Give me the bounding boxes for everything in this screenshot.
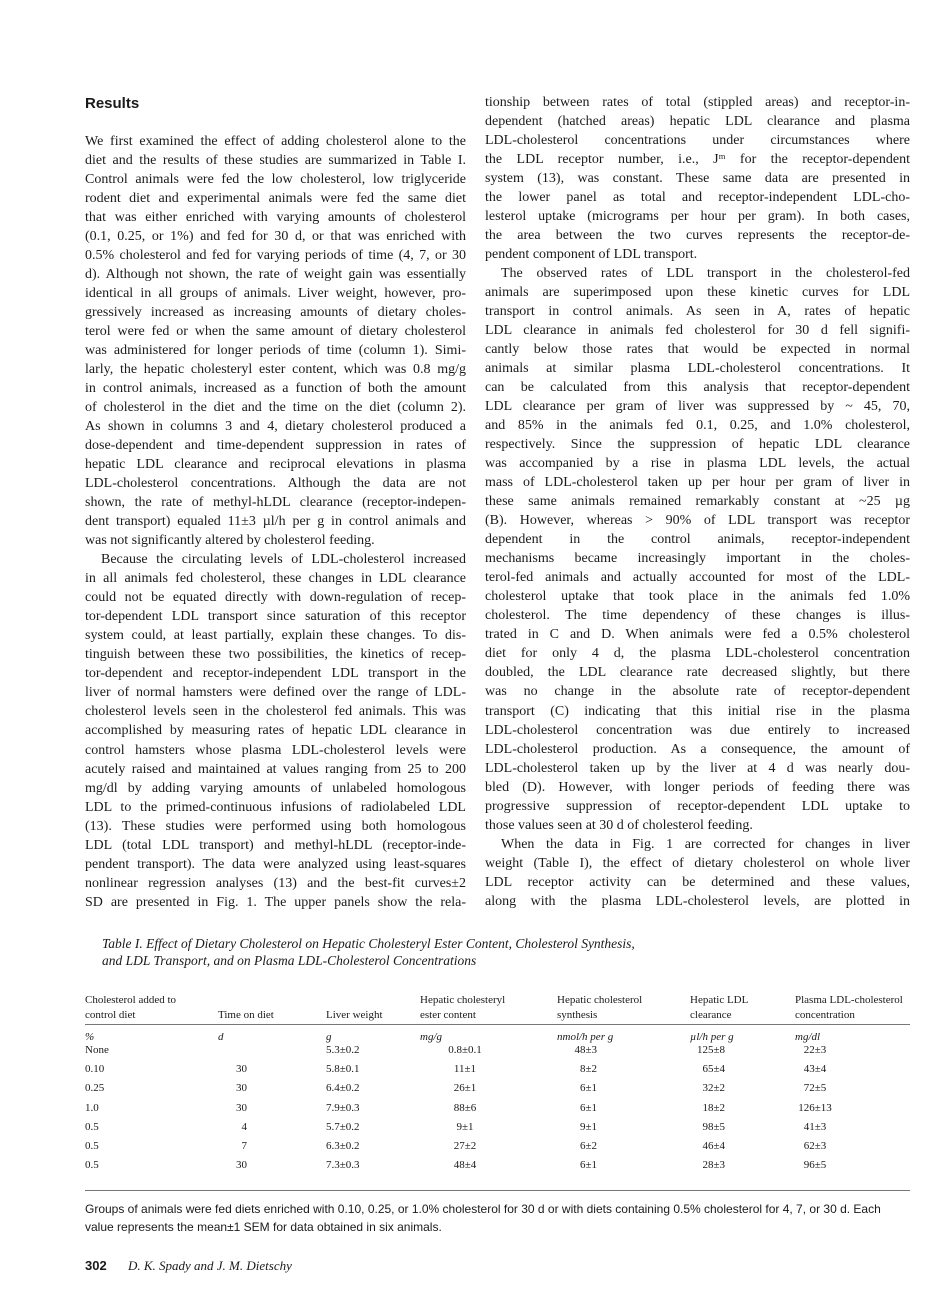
table-cell: 5.8±0.1 [326, 1063, 360, 1076]
text-line: doubled, the LDL clearance rate decreased slightly, but there [485, 665, 910, 681]
text-line: control hamsters whose plasma LDL-cholesterol levels were [85, 742, 466, 758]
text-line: tor-dependent and receptor-independent LDL transport in the [85, 666, 466, 682]
text-line: LDL-cholesterol concentration was due entirely to increased [485, 722, 910, 738]
table-cell: 6.4±0.2 [326, 1082, 360, 1095]
table-cell: 0.10 [85, 1063, 105, 1076]
table-cell: 30 [236, 1063, 247, 1076]
text-line: progressive suppression of receptor-dependent LDL uptake to [485, 798, 910, 814]
table-cell: 32±2 [702, 1082, 725, 1095]
column-header: Cholesterol added to [85, 994, 177, 1006]
text-line: (13). These studies were performed using both homologous [85, 818, 466, 834]
table-cell: 1.0 [85, 1101, 99, 1114]
text-line: LDL clearance per gram of liver was suppressed by ~ 45, 70, [485, 399, 910, 415]
text-line: The observed rates of LDL transport in the cholesterol-fed [501, 266, 910, 282]
text-line: mechanisms became increasingly important in the choles- [485, 551, 910, 567]
text-line: the lower panel as total and receptor-independent LDL-cho- [485, 190, 910, 206]
text-line: Because the circulating levels of LDL-cholesterol increased [101, 552, 466, 568]
unit-label: µl/h per g [690, 1031, 734, 1043]
text-line: acutely raised and maintained at values ranging from 25 to 200 [85, 761, 466, 777]
table-cell: 46±4 [702, 1140, 725, 1152]
text-line: was no change in the absolute rate of receptor-dependent [485, 684, 910, 700]
text-line: LDL receptor activity can be determined and these values, [485, 874, 910, 890]
right-text-column [485, 93, 910, 911]
table-cell: 18±2 [702, 1101, 725, 1114]
table-cell: 72±5 [803, 1082, 827, 1095]
table-cell: 6±1 [579, 1101, 597, 1114]
text-line: LDL-cholesterol production. As a consequence, the amount of [485, 741, 910, 757]
text-line: trated in C and D. When animals were fed a 0.5% cholesterol [485, 627, 910, 643]
column-header: Plasma LDL-cholesterol [795, 994, 903, 1006]
text-line: dependent (hatched areas) hepatic LDL clearance and plasma [485, 114, 910, 130]
table-cell: 48±3 [574, 1044, 597, 1056]
table-bottom-rule [85, 1190, 910, 1191]
text-line: terol-fed animals and actually accounted for most of the LDL- [485, 570, 910, 586]
table-cell: 11±1 [453, 1063, 477, 1076]
column-header: Hepatic cholesteryl [420, 994, 506, 1006]
text-line: diet for only 4 d, the plasma LDL-cholesterol concentration [485, 646, 910, 662]
text-line: transport (C) indicating that this initial rise in the plasma [485, 703, 910, 719]
table-header-rule [85, 1024, 910, 1025]
column-header: Time on diet [218, 1009, 274, 1021]
column-header: Liver weight [326, 1009, 383, 1021]
text-line: and 85% in the animals fed 0.1, 0.25, and 1.0% cholesterol, [485, 418, 910, 434]
text-line: dose-dependent and time-dependent suppression in rates of [85, 438, 466, 454]
text-line: LDL clearance in animals fed cholesterol for 30 d fell signifi- [485, 323, 910, 339]
text-line: rodent diet and experimental animals were fed the same diet [85, 191, 466, 207]
text-line: weight (Table I), the effect of dietary cholesterol on whole liver [485, 855, 910, 871]
text-line: system (13), was constant. These same data are presented in [485, 171, 910, 187]
column-header: Hepatic cholesterol [557, 994, 643, 1006]
text-line: the LDL receptor number, i.e., Jᵐ for the receptor-dependent [485, 152, 910, 168]
text-line: pendent component of LDL transport. [485, 247, 698, 263]
table-cell: 0.5 [85, 1140, 99, 1152]
column-header: ester content [420, 1009, 476, 1021]
table-cell: 0.5 [85, 1120, 99, 1133]
text-line: SD are presented in Fig. 1. The upper panels show the rela- [85, 894, 466, 910]
table-cell: 7.3±0.3 [326, 1159, 360, 1172]
table-cell: 5.3±0.2 [326, 1044, 360, 1056]
unit-label: mg/g [420, 1031, 442, 1043]
text-line: We first examined the effect of adding cholesterol alone to the [85, 134, 466, 149]
text-line: animals are superimposed upon these kinetic curves for LDL [485, 285, 910, 301]
column-header: control diet [85, 1009, 136, 1021]
text-line: transport in control animals. As seen in A, rates of hepatic [485, 304, 910, 320]
running-authors: D. K. Spady and J. M. Dietschy [127, 1258, 292, 1273]
table-cell: 43±4 [803, 1063, 827, 1076]
table-cell: 6±1 [579, 1082, 597, 1095]
text-line: liver of normal hamsters were defined over the range of LDL- [85, 685, 466, 701]
text-line: these same animals remained remarkably constant at ~25 µg [485, 494, 910, 510]
table-cell: 41±3 [803, 1120, 827, 1133]
text-line: tionship between rates of total (stippled areas) and receptor-in- [485, 95, 910, 110]
text-line: tinguish between these two possibilities, the kinetics of recep- [85, 647, 466, 663]
text-line: can be calculated from this analysis that receptor-dependent [485, 380, 910, 396]
text-line: LDL to the primed-continuous infusions of radiolabeled LDL [85, 799, 466, 815]
text-line: respectively. Since the suppression of hepatic LDL clearance [485, 437, 910, 453]
table-cell: 48±4 [453, 1159, 477, 1172]
text-line: was not significantly altered by cholesterol feeding. [85, 533, 375, 549]
table-cell: 0.8±0.1 [448, 1044, 482, 1056]
table-cell: 98±5 [702, 1120, 725, 1133]
table-cell: 30 [236, 1082, 247, 1095]
text-line: along with the plasma LDL-cholesterol levels, are plotted in [485, 893, 910, 909]
table-cell: 26±1 [453, 1082, 477, 1095]
column-header: clearance [690, 1009, 732, 1021]
table-cell: 6.3±0.2 [326, 1140, 360, 1152]
column-header: synthesis [557, 1009, 598, 1021]
text-line: 0.5% cholesterol and fed for varying periods of time (4, 7, or 30 [85, 248, 466, 264]
text-line: in control animals, increased as a function of both the amount [85, 381, 466, 397]
table-cell: 9±1 [456, 1120, 474, 1133]
text-line: LDL-cholesterol concentrations under circumstances where [485, 133, 910, 149]
table-cell: 0.25 [85, 1082, 105, 1095]
text-line: bled (D). However, with longer periods of feeding there was [485, 779, 910, 795]
unit-label: mg/dl [795, 1031, 821, 1043]
text-line: shown, the rate of methyl-hLDL clearance (receptor-indepen- [85, 495, 466, 511]
page-number: 302 [85, 1258, 107, 1273]
unit-label: g [326, 1031, 332, 1043]
text-line: nonlinear regression analyses (13) and the best-fit curves±2 [85, 875, 466, 891]
table-footnote: Groups of animals were fed diets enriched with 0.10, 0.25, or 1.0% cholesterol for 30 d or with diets containing 0.5% cholesterol for 4, 7, or 30 d. Each value represents the mean±1 SEM for data obtained in six animals. [85, 1202, 881, 1234]
table-cell: 30 [236, 1101, 247, 1114]
text-line: LDL-cholesterol concentrations. Although the data are not [85, 476, 466, 492]
table-cell: 30 [236, 1159, 247, 1172]
text-line: dent transport) equaled 11±3 µl/h per g in control animals and [85, 514, 466, 530]
text-line: d). Although not shown, the rate of weight gain was essentially [85, 267, 466, 283]
text-line: in all animals fed cholesterol, these changes in LDL clearance [85, 571, 466, 587]
column-header: concentration [795, 1009, 855, 1021]
table-cell: 8±2 [579, 1063, 597, 1076]
text-line: of cholesterol in the diet and the time on the diet (column 2). [85, 400, 466, 416]
text-line: cholesterol. The time dependency of these changes is illus- [485, 608, 910, 624]
text-line: was accompanied by a rise in plasma LDL levels, the actual [485, 456, 910, 472]
unit-label: % [85, 1031, 95, 1043]
table-cell: 88±6 [453, 1101, 477, 1114]
text-line: mass of LDL-cholesterol taken up per hour per gram of liver in [485, 475, 910, 491]
text-line: When the data in Fig. 1 are corrected for changes in liver [501, 836, 910, 852]
text-line: LDL-cholesterol taken up by the liver at 4 d was nearly dou- [485, 760, 910, 776]
table-cell: 6±2 [579, 1140, 597, 1152]
table-cell: 6±1 [579, 1159, 597, 1172]
table-cell: 7.9±0.3 [326, 1101, 360, 1114]
table-cell: 125±8 [696, 1044, 725, 1056]
text-line: could not be equated directly with down-regulation of recep- [85, 590, 466, 606]
table-cell: 65±4 [702, 1063, 725, 1076]
text-line: (0.1, 0.25, or 1%) and fed for 30 d, or that was enriched with [85, 229, 466, 245]
text-line: animals at similar plasma LDL-cholesterol concentrations. It [485, 361, 910, 377]
text-line: (B). However, whereas > 90% of LDL transport was receptor [485, 513, 910, 529]
text-line: Control animals were fed the low cholesterol, low triglyceride [85, 172, 466, 188]
table-cell: None [85, 1044, 109, 1056]
text-line: was administered for longer periods of time (column 1). Simi- [85, 343, 466, 359]
text-line: LDL (total LDL transport) and methyl-hLDL (receptor-inde- [85, 837, 466, 853]
table-cell: 4 [241, 1120, 247, 1133]
left-text-column [85, 132, 466, 912]
text-line: accomplished by measuring rates of hepatic LDL clearance in [85, 723, 466, 739]
text-line: identical in all groups of animals. Liver weight, however, pro- [85, 286, 466, 302]
text-line: larly, the hepatic cholesteryl ester content, which was 0.8 mg/g [85, 362, 466, 378]
text-line: system could, at least partially, explain these changes. To dis- [85, 628, 466, 644]
text-line: the area between the two curves represents the receptor-de- [485, 228, 910, 244]
unit-label: d [218, 1031, 224, 1043]
text-line: dependent in the control animals, receptor-independent [485, 532, 910, 548]
table-cell: 0.5 [85, 1159, 99, 1172]
text-line: tor-dependent LDL transport since saturation of this receptor [85, 609, 466, 625]
text-line: that was either enriched with varying amounts of cholesterol [85, 210, 466, 226]
text-line: hepatic LDL clearance and reciprocal elevations in plasma [85, 457, 466, 473]
text-line: those values seen at 30 d of cholesterol feeding. [485, 817, 753, 833]
section-heading-results: Results [85, 95, 140, 112]
table-cell: 9±1 [579, 1120, 597, 1133]
table-cell: 22±3 [803, 1044, 827, 1056]
table-cell: 126±13 [798, 1101, 832, 1114]
table-cell: 62±3 [803, 1140, 827, 1152]
text-line: cholesterol uptake that took place in the animals fed 1.0% [485, 589, 910, 605]
unit-label: nmol/h per g [557, 1031, 614, 1043]
text-line: mg/dl by adding varying amounts of unlabeled homologous [85, 780, 466, 796]
column-header: Hepatic LDL [690, 994, 749, 1006]
text-line: cholesterol levels seen in the cholesterol fed animals. This was [85, 704, 466, 720]
table-caption-line-2: and LDL Transport, and on Plasma LDL-Cholesterol Concentrations [102, 953, 477, 968]
text-line: pendent transport). The data were analyzed using least-squares [85, 856, 466, 872]
text-line: gressively increased as increasing amounts of dietary choles- [85, 305, 466, 321]
table-cell: 28±3 [702, 1159, 725, 1172]
text-line: diet and the results of these studies are summarized in Table I. [85, 153, 466, 169]
text-line: As shown in columns 3 and 4, dietary cholesterol produced a [85, 419, 466, 435]
table-cell: 7 [241, 1140, 247, 1152]
table-cell: 27±2 [453, 1140, 477, 1152]
table-cell: 5.7±0.2 [326, 1120, 360, 1133]
table-caption-line-1: Table I. Effect of Dietary Cholesterol on Hepatic Cholesteryl Ester Content, Cholesterol Synthesis, [102, 936, 635, 951]
page-footer [85, 1258, 292, 1274]
table-cell: 96±5 [803, 1159, 827, 1172]
text-line: cantly below those rates that would be expected in normal [485, 342, 910, 358]
text-line: lesterol uptake (micrograms per hour per gram). In both cases, [485, 209, 910, 225]
text-line: terol were fed or when the same amount of dietary cholesterol [85, 324, 466, 340]
